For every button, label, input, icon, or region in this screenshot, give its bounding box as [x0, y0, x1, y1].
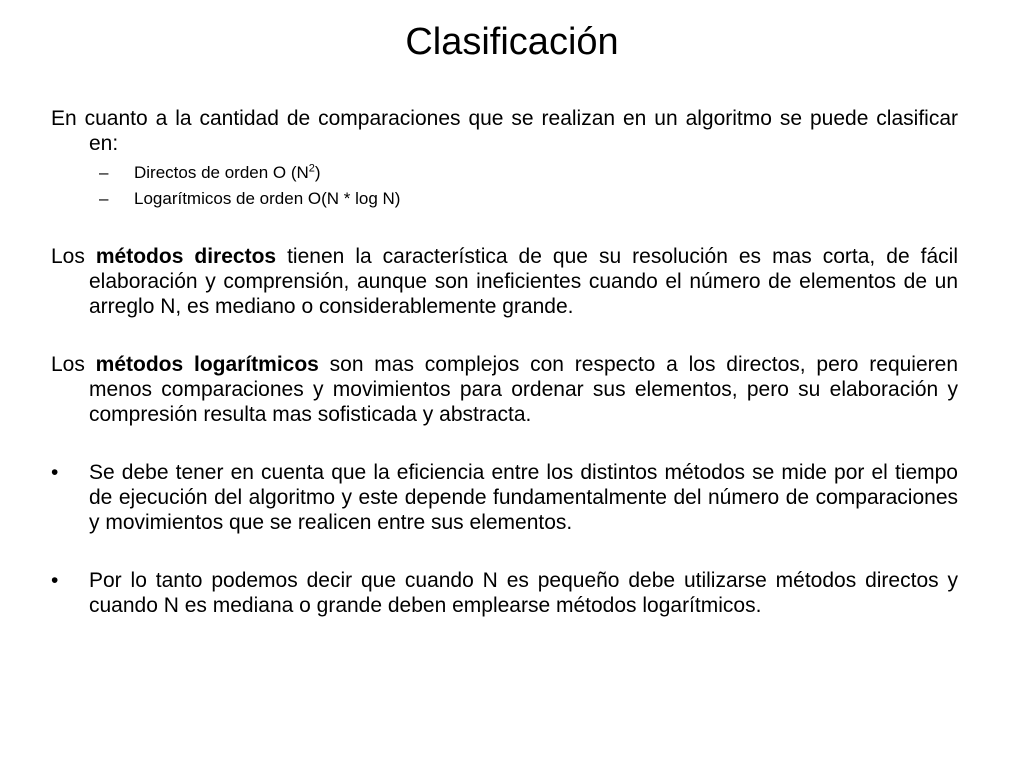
slide-body	[51, 106, 958, 618]
spacer	[51, 427, 958, 460]
spacer	[51, 319, 958, 352]
bullet-eficiencia	[51, 460, 958, 535]
list-item-text: Directos de orden O (N	[134, 163, 309, 182]
list-item-suffix: )	[314, 163, 321, 182]
spacer	[51, 535, 958, 568]
paragraph-metodos-logaritmicos	[51, 352, 958, 427]
list-item-logaritmicos	[51, 186, 958, 212]
bullet-marker: •	[51, 461, 59, 484]
bullet-text: Se debe tener en cuenta que la eficiencia entre los distintos métodos se mide por el tiempo de ejecución del algoritmo y este depende fundamentalmente del número de comparaciones y movimientos que se realicen entre sus elementos.	[89, 461, 958, 534]
order-list	[51, 160, 958, 212]
paragraph-metodos-directos	[51, 244, 958, 319]
dash-marker: –	[99, 189, 109, 208]
bullet-text: Por lo tanto podemos decir que cuando N es pequeño debe utilizarse métodos directos y cuando N es mediana o grande deben emplearse métodos logarítmicos.	[89, 569, 958, 617]
bold-term: métodos logarítmicos	[95, 353, 319, 376]
bold-term: métodos directos	[95, 245, 277, 268]
list-item-text: Logarítmicos de orden O(N * log N)	[134, 189, 401, 208]
bullet-conclusion	[51, 568, 958, 618]
superscript-exponent: 2	[308, 162, 315, 175]
paragraph-text: son mas complejos con respecto a los directos, pero requieren menos comparaciones y movimientos para ordenar sus elementos, pero su elaboración y compresión resulta mas sofisticada y abstracta.	[89, 353, 958, 426]
slide-title: Clasificación	[405, 21, 619, 63]
dash-marker: –	[99, 163, 109, 182]
list-item-directos	[51, 160, 958, 186]
intro-paragraph: En cuanto a la cantidad de comparaciones que se realizan en un algoritmo se puede clasificar en:	[51, 107, 958, 155]
paragraph-lead: Los	[51, 353, 96, 376]
spacer	[51, 212, 958, 244]
paragraph-lead: Los	[51, 245, 96, 268]
paragraph-text: tienen la característica de que su resolución es mas corta, de fácil elaboración y comprensión, aunque son ineficientes cuando el número de elementos de un arreglo N, es mediano o considerablemente grande.	[89, 245, 958, 318]
bullet-marker: •	[51, 569, 59, 592]
